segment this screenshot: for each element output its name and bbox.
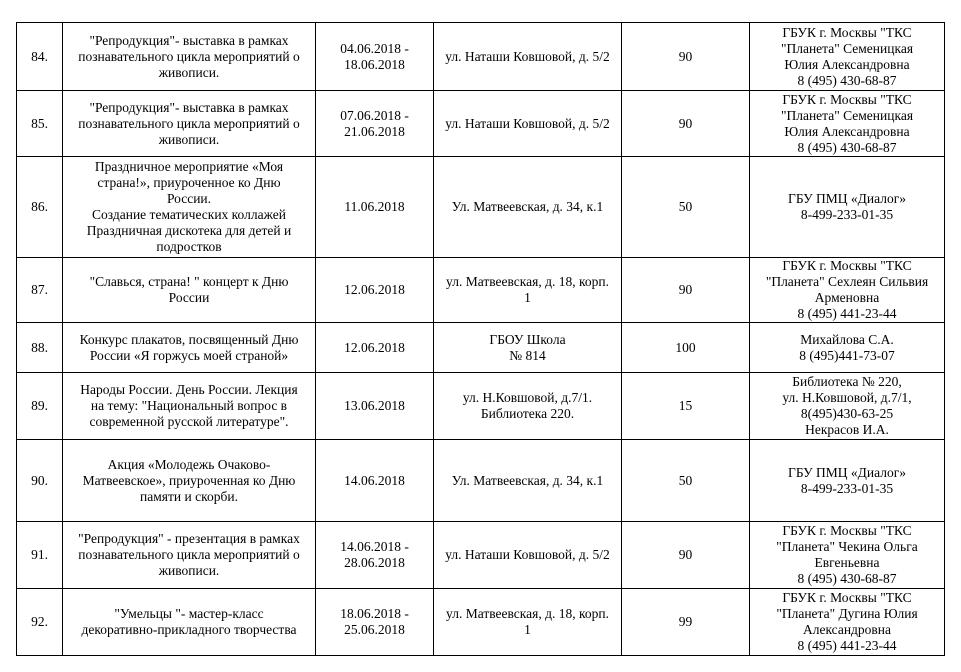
row-number: 92. bbox=[17, 589, 63, 656]
table-row bbox=[17, 157, 945, 258]
row-number: 88. bbox=[17, 323, 63, 373]
event-date: 11.06.2018 bbox=[316, 157, 434, 258]
event-place: ул. Матвеевская, д. 18, корп. 1 bbox=[434, 589, 622, 656]
participant-count: 50 bbox=[622, 157, 750, 258]
event-name: Народы России. День России. Лекция на тему: "Национальный вопрос в современной русской литературе". bbox=[63, 373, 316, 440]
participant-count: 90 bbox=[622, 522, 750, 589]
organizer-contact: ГБУК г. Москвы "ТКС "Планета" Семеницкая Юлия Александровна 8 (495) 430-68-87 bbox=[750, 23, 945, 91]
event-place: ул. Наташи Ковшовой, д. 5/2 bbox=[434, 23, 622, 91]
event-date: 12.06.2018 bbox=[316, 323, 434, 373]
row-number: 90. bbox=[17, 440, 63, 522]
row-number: 85. bbox=[17, 91, 63, 157]
organizer-contact: ГБУ ПМЦ «Диалог» 8-499-233-01-35 bbox=[750, 157, 945, 258]
table-row bbox=[17, 373, 945, 440]
event-name: Акция «Молодежь Очаково- Матвеевское», приуроченная ко Дню памяти и скорби. bbox=[63, 440, 316, 522]
table-row bbox=[17, 323, 945, 373]
event-date: 14.06.2018 bbox=[316, 440, 434, 522]
organizer-contact: ГБУК г. Москвы "ТКС "Планета" Сехлеян Сильвия Арменовна 8 (495) 441-23-44 bbox=[750, 258, 945, 323]
event-name: "Репродукция"- выставка в рамках познавательного цикла мероприятий о живописи. bbox=[63, 91, 316, 157]
event-place: ГБОУ Школа № 814 bbox=[434, 323, 622, 373]
row-number: 84. bbox=[17, 23, 63, 91]
event-name: "Славься, страна! " концерт к Дню России bbox=[63, 258, 316, 323]
participant-count: 90 bbox=[622, 91, 750, 157]
row-number: 89. bbox=[17, 373, 63, 440]
event-date: 13.06.2018 bbox=[316, 373, 434, 440]
event-place: ул. Наташи Ковшовой, д. 5/2 bbox=[434, 522, 622, 589]
event-date: 04.06.2018 - 18.06.2018 bbox=[316, 23, 434, 91]
participant-count: 99 bbox=[622, 589, 750, 656]
organizer-contact: ГБУК г. Москвы "ТКС "Планета" Чекина Ольга Евгеньевна 8 (495) 430-68-87 bbox=[750, 522, 945, 589]
participant-count: 100 bbox=[622, 323, 750, 373]
table-row bbox=[17, 23, 945, 91]
participant-count: 15 bbox=[622, 373, 750, 440]
organizer-contact: Михайлова С.А. 8 (495)441-73-07 bbox=[750, 323, 945, 373]
row-number: 91. bbox=[17, 522, 63, 589]
event-name: "Репродукция"- выставка в рамках познавательного цикла мероприятий о живописи. bbox=[63, 23, 316, 91]
event-name: Праздничное мероприятие «Моя страна!», приуроченное ко Дню России. Создание тематических коллажей Праздничная дискотека для детей и подростков bbox=[63, 157, 316, 258]
row-number: 86. bbox=[17, 157, 63, 258]
row-number: 87. bbox=[17, 258, 63, 323]
table-row bbox=[17, 440, 945, 522]
table-row bbox=[17, 91, 945, 157]
event-date: 18.06.2018 - 25.06.2018 bbox=[316, 589, 434, 656]
table-row bbox=[17, 589, 945, 656]
participant-count: 90 bbox=[622, 23, 750, 91]
event-place: ул. Наташи Ковшовой, д. 5/2 bbox=[434, 91, 622, 157]
event-place: Ул. Матвеевская, д. 34, к.1 bbox=[434, 157, 622, 258]
organizer-contact: Библиотека № 220, ул. Н.Ковшовой, д.7/1, 8(495)430-63-25 Некрасов И.А. bbox=[750, 373, 945, 440]
organizer-contact: ГБУК г. Москвы "ТКС "Планета" Семеницкая Юлия Александровна 8 (495) 430-68-87 bbox=[750, 91, 945, 157]
event-date: 12.06.2018 bbox=[316, 258, 434, 323]
participant-count: 50 bbox=[622, 440, 750, 522]
organizer-contact: ГБУК г. Москвы "ТКС "Планета" Дугина Юлия Александровна 8 (495) 441-23-44 bbox=[750, 589, 945, 656]
events-table bbox=[16, 22, 945, 656]
event-name: Конкурс плакатов, посвященный Дню России «Я горжусь моей страной» bbox=[63, 323, 316, 373]
event-name: "Репродукция" - презентация в рамках познавательного цикла мероприятий о живописи. bbox=[63, 522, 316, 589]
participant-count: 90 bbox=[622, 258, 750, 323]
event-date: 07.06.2018 - 21.06.2018 bbox=[316, 91, 434, 157]
event-place: ул. Н.Ковшовой, д.7/1. Библиотека 220. bbox=[434, 373, 622, 440]
table-row bbox=[17, 522, 945, 589]
organizer-contact: ГБУ ПМЦ «Диалог» 8-499-233-01-35 bbox=[750, 440, 945, 522]
event-place: ул. Матвеевская, д. 18, корп. 1 bbox=[434, 258, 622, 323]
event-date: 14.06.2018 - 28.06.2018 bbox=[316, 522, 434, 589]
event-place: Ул. Матвеевская, д. 34, к.1 bbox=[434, 440, 622, 522]
table-row bbox=[17, 258, 945, 323]
event-name: "Умельцы "- мастер-класс декоративно-прикладного творчества bbox=[63, 589, 316, 656]
